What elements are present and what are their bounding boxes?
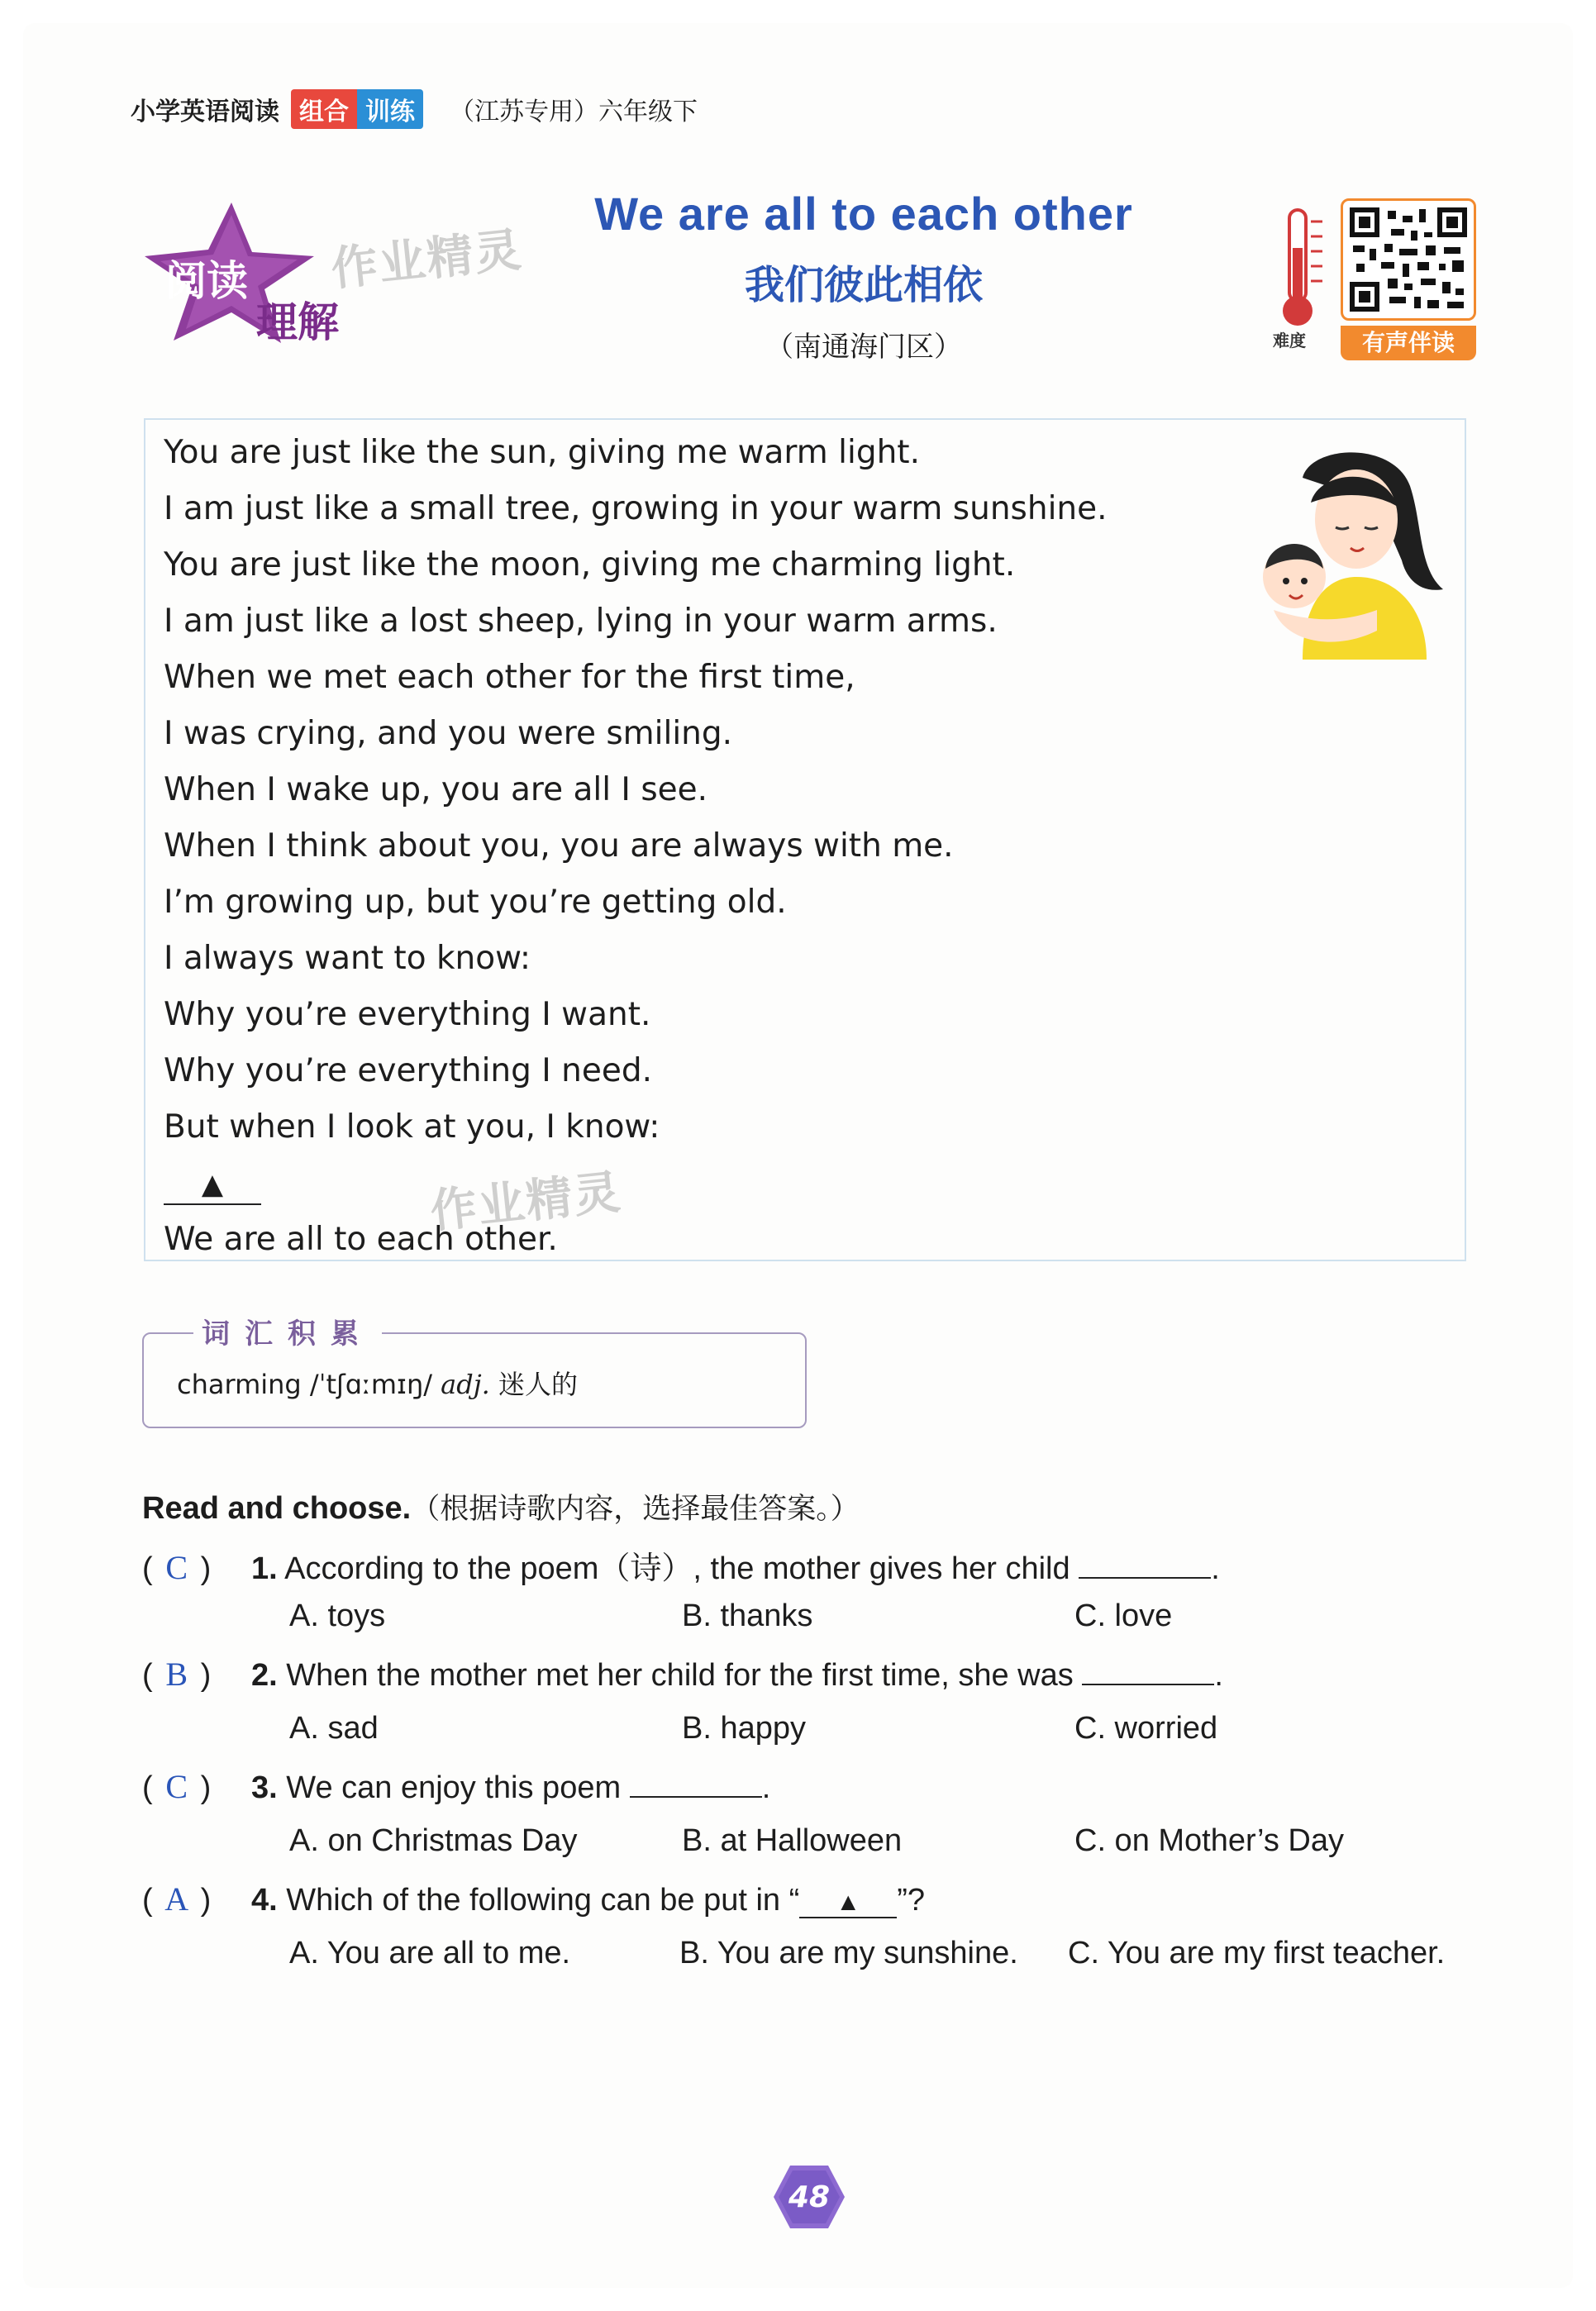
difficulty-thermometer-icon bbox=[1279, 207, 1329, 331]
question-number: 2. bbox=[251, 1658, 278, 1693]
option-b[interactable]: B. happy bbox=[682, 1711, 806, 1746]
poem-title-english: We are all to each other bbox=[594, 188, 1133, 240]
book-tag-1: 组合 bbox=[291, 89, 357, 129]
poem-line: But when I look at you, I know: bbox=[164, 1108, 660, 1146]
book-tag bbox=[291, 89, 423, 129]
poem-line: I always want to know: bbox=[164, 940, 531, 977]
audio-reading-button[interactable]: 有声伴读 bbox=[1341, 326, 1476, 360]
question-number: 4. bbox=[251, 1883, 278, 1918]
answer-mark[interactable]: C bbox=[165, 1549, 188, 1586]
question-3 bbox=[142, 1767, 770, 1806]
option-b[interactable]: B. thanks bbox=[682, 1599, 813, 1633]
answer-paren: ( C ) bbox=[142, 1549, 212, 1586]
question-end: . bbox=[1214, 1658, 1223, 1693]
answer-paren: ( A ) bbox=[142, 1880, 212, 1918]
poem-line: Why you’re everything I need. bbox=[164, 1052, 653, 1089]
answer-blank[interactable] bbox=[630, 1768, 762, 1798]
question-text: According to the poem（诗）, the mother gives her child bbox=[284, 1551, 1070, 1586]
poem-blank-line bbox=[164, 1159, 1108, 1215]
page-number-text: 48 bbox=[788, 2180, 831, 2214]
question-end: ”? bbox=[897, 1883, 926, 1918]
option-b[interactable]: B. You are my sunshine. bbox=[679, 1936, 1018, 1970]
watermark-top: 作业精灵 bbox=[328, 223, 526, 297]
answer-paren: ( B ) bbox=[142, 1656, 212, 1693]
book-edition: （江苏专用）六年级下 bbox=[450, 98, 698, 126]
triangle-blank: ▲ bbox=[799, 1889, 897, 1918]
watermark-poem: 作业精灵 bbox=[427, 1165, 625, 1239]
question-1 bbox=[142, 1542, 1220, 1588]
poem-source: （南通海门区） bbox=[765, 331, 962, 364]
option-c[interactable]: C. on Mother’s Day bbox=[1074, 1823, 1344, 1858]
poem-title-chinese: 我们彼此相依 bbox=[744, 262, 983, 308]
question-end: . bbox=[1211, 1551, 1220, 1586]
question-end: . bbox=[761, 1770, 771, 1805]
difficulty-label: 难度 bbox=[1273, 331, 1306, 350]
question-2 bbox=[142, 1655, 1223, 1694]
qr-code[interactable] bbox=[1341, 198, 1476, 321]
book-tag-2: 训练 bbox=[357, 89, 423, 129]
vocab-meaning: 迷人的 bbox=[498, 1369, 579, 1400]
option-c[interactable]: C. love bbox=[1074, 1599, 1173, 1633]
poem-line: I’m growing up, but you’re getting old. bbox=[164, 884, 787, 921]
vocabulary-box bbox=[142, 1318, 807, 1428]
book-title: 小学英语阅读 bbox=[131, 98, 279, 126]
poem-line: When we met each other for the first time, bbox=[164, 659, 855, 696]
option-c[interactable]: C. worried bbox=[1074, 1711, 1218, 1746]
page-number bbox=[772, 2164, 846, 2230]
poem-blank: ▲ bbox=[164, 1165, 261, 1205]
option-c[interactable]: C. You are my first teacher. bbox=[1068, 1936, 1446, 1970]
poem-line: I am just like a small tree, growing in your warm sunshine. bbox=[164, 490, 1108, 527]
poem-line: Why you’re everything I want. bbox=[164, 996, 651, 1033]
answer-mark[interactable]: A bbox=[164, 1880, 189, 1918]
vocabulary-title: 词汇积累 bbox=[193, 1311, 382, 1351]
poem-line: When I wake up, you are all I see. bbox=[164, 771, 708, 808]
poem-box bbox=[144, 418, 1466, 1261]
poem-line: When I think about you, you are always with me. bbox=[164, 827, 954, 865]
vocabulary-entry bbox=[177, 1364, 578, 1402]
badge-line-2: 理解 bbox=[256, 298, 339, 346]
mother-and-baby-illustration bbox=[1253, 445, 1443, 660]
instructions bbox=[142, 1486, 860, 1527]
question-text: When the mother met her child for the first time, she was bbox=[286, 1658, 1074, 1693]
question-number: 3. bbox=[251, 1770, 278, 1805]
answer-blank[interactable] bbox=[1079, 1549, 1211, 1579]
instructions-english: Read and choose. bbox=[142, 1491, 412, 1526]
vocab-phonetic: /ˈtʃɑːmɪŋ/ bbox=[309, 1369, 432, 1400]
question-4 bbox=[142, 1880, 925, 1918]
answer-paren: ( C ) bbox=[142, 1768, 212, 1805]
option-a[interactable]: A. sad bbox=[289, 1711, 379, 1746]
question-text: Which of the following can be put in “ bbox=[286, 1883, 800, 1918]
question-number: 1. bbox=[251, 1551, 278, 1586]
answer-mark[interactable]: B bbox=[165, 1656, 188, 1693]
poem-line: You are just like the sun, giving me warm light. bbox=[164, 434, 920, 471]
question-text: We can enjoy this poem bbox=[286, 1770, 622, 1805]
instructions-chinese: （根据诗歌内容，选择最佳答案。） bbox=[411, 1493, 860, 1526]
book-header bbox=[131, 91, 698, 127]
option-a[interactable]: A. on Christmas Day bbox=[289, 1823, 578, 1858]
poem-line: I was crying, and you were smiling. bbox=[164, 715, 733, 752]
poem-last-line: We are all to each other. bbox=[164, 1221, 558, 1258]
qr-code-icon bbox=[1350, 207, 1467, 312]
answer-blank[interactable] bbox=[1082, 1656, 1214, 1685]
poem-lines bbox=[164, 428, 1108, 1271]
vocab-word: charming bbox=[177, 1369, 302, 1400]
option-b[interactable]: B. at Halloween bbox=[682, 1823, 903, 1858]
badge-line-1: 阅读 bbox=[165, 256, 248, 305]
poem-line: You are just like the moon, giving me charming light. bbox=[164, 546, 1016, 584]
option-a[interactable]: A. toys bbox=[289, 1599, 386, 1633]
answer-mark[interactable]: C bbox=[165, 1768, 188, 1805]
vocab-pos: adj. bbox=[441, 1369, 490, 1400]
option-a[interactable]: A. You are all to me. bbox=[289, 1936, 571, 1970]
poem-line: I am just like a lost sheep, lying in your warm arms. bbox=[164, 603, 998, 640]
